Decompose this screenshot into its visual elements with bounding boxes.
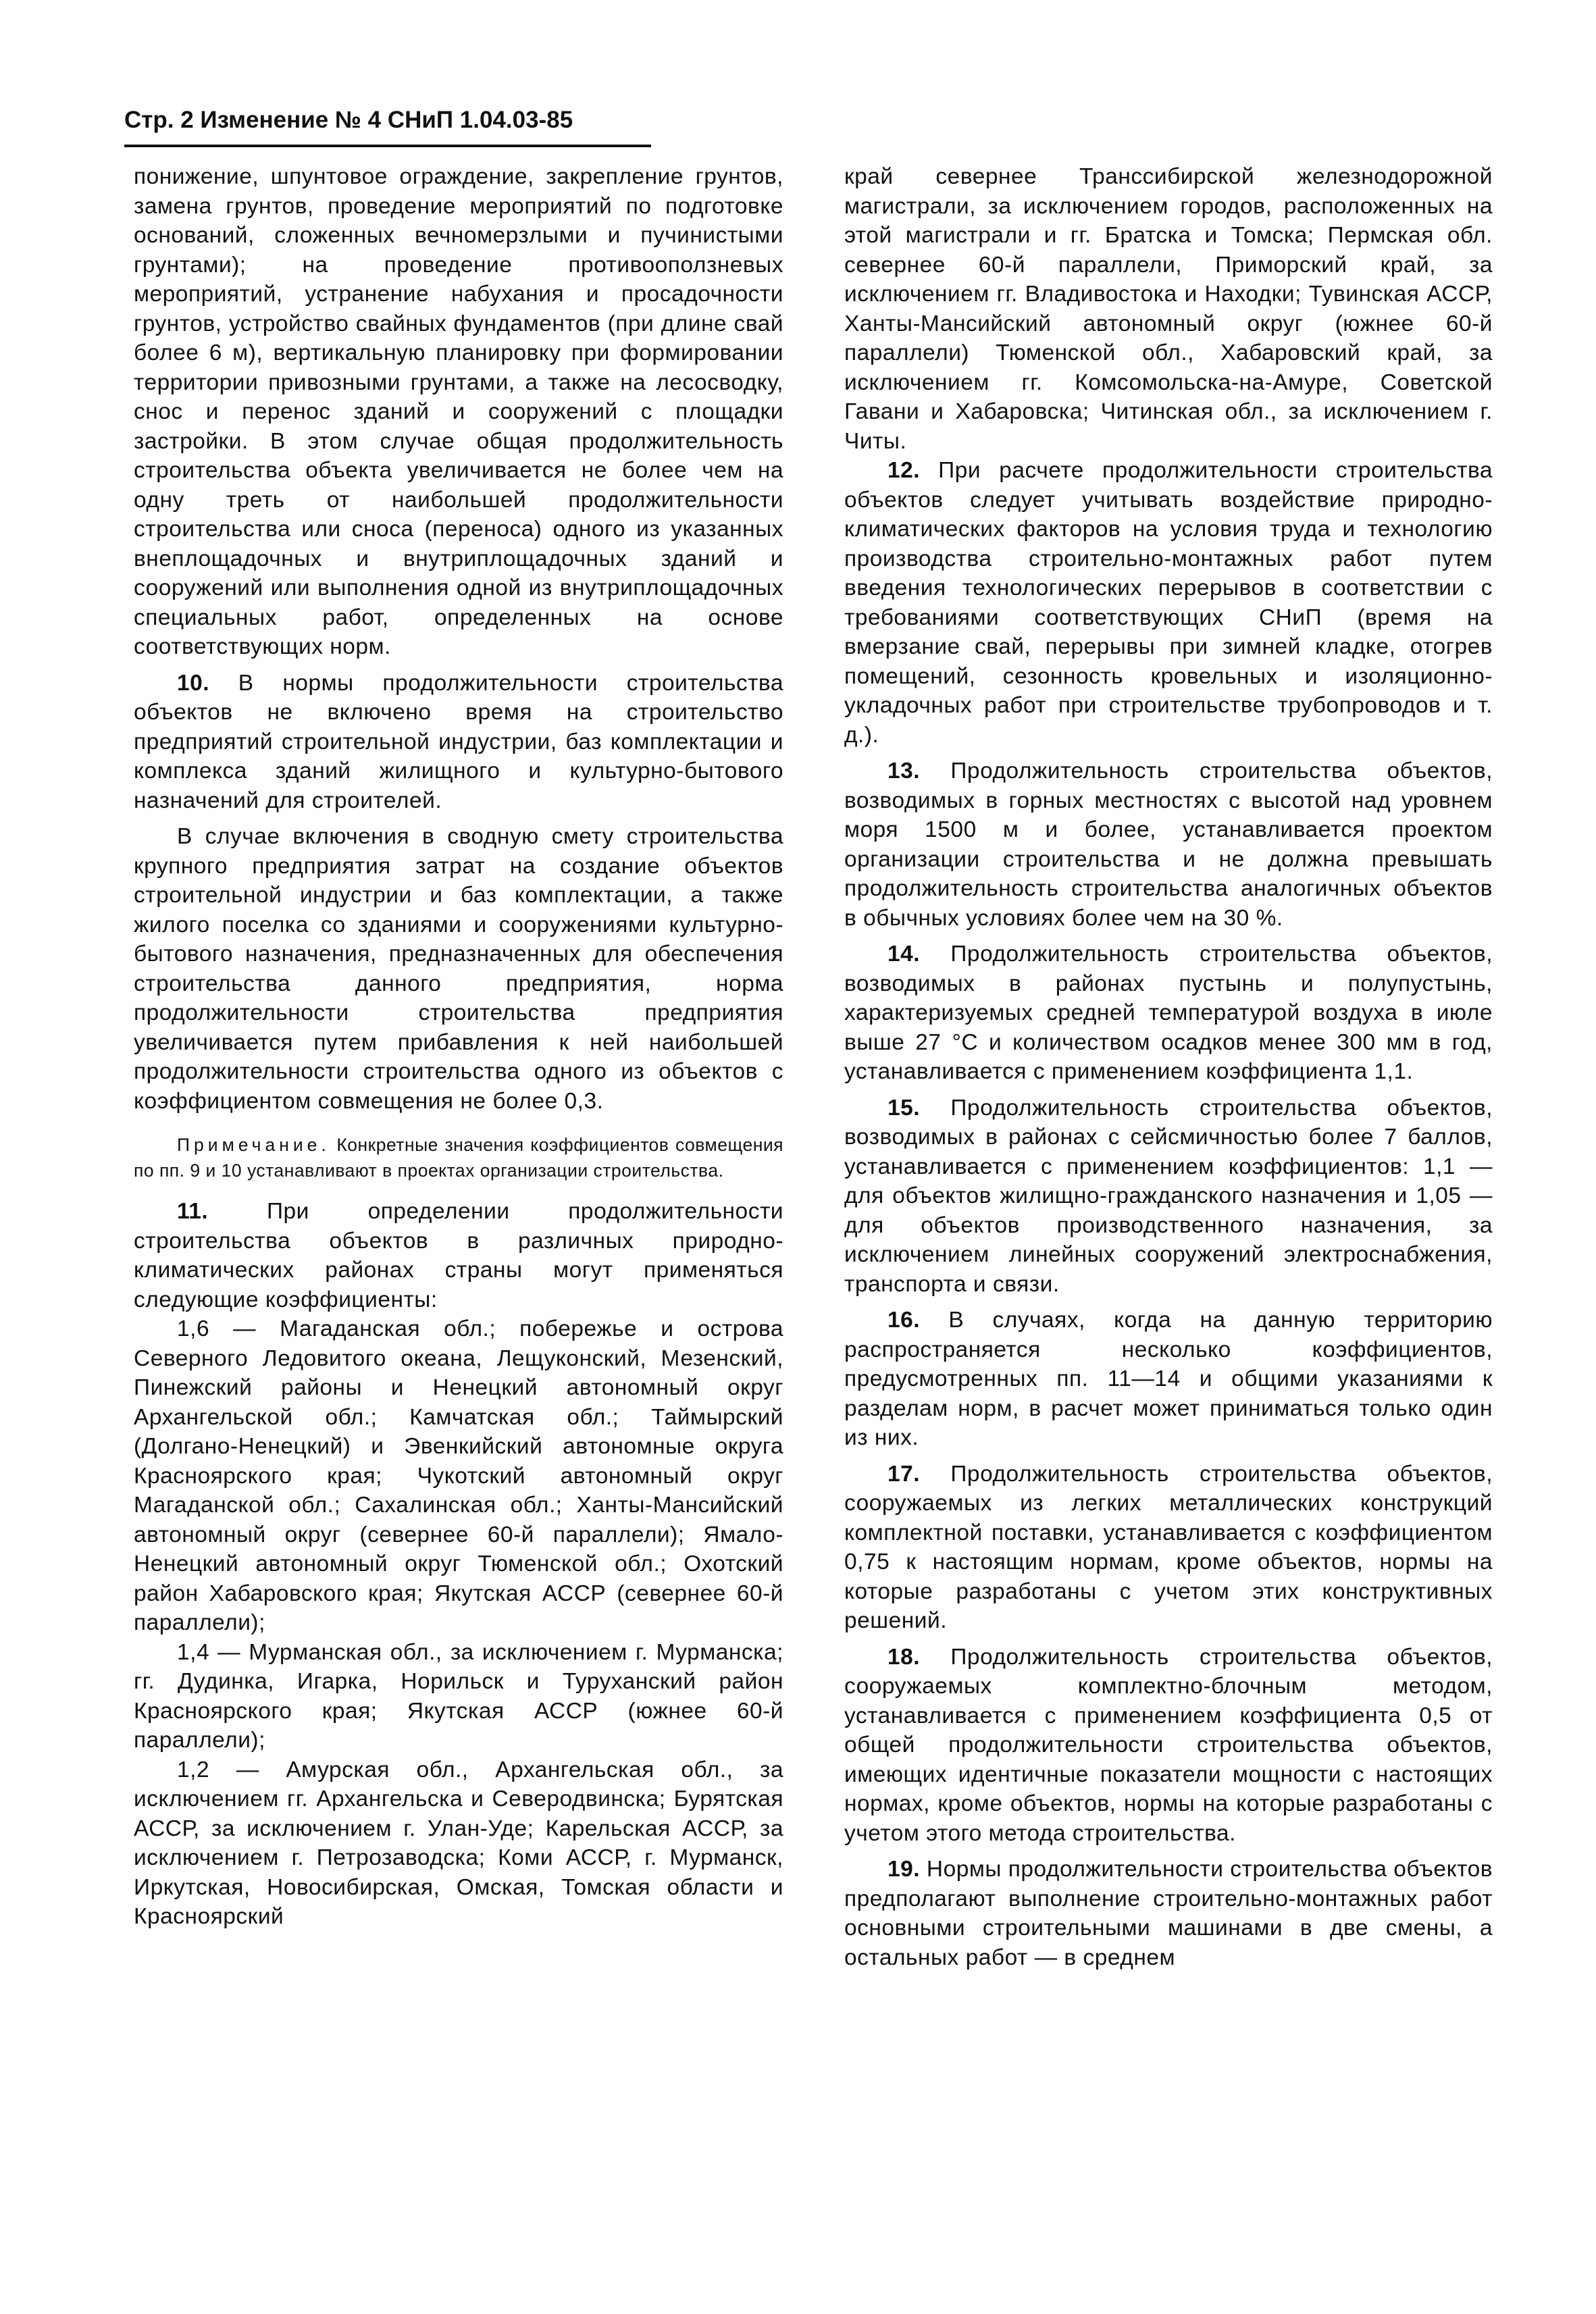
clause-11 <box>134 1197 783 1314</box>
clause-17-text: Продолжительность строительства объектов, сооружаемых из легких металлических конструкций комплектной поставки, устанавливается с коэффициентом 0,75 к настоящим нормам, кроме объектов, нормы на которые разработаны с учетом этих конструктивных решений. <box>844 1461 1493 1633</box>
clause-15-text: Продолжительность строительства объектов, возводимых в районах с сейсмичностью более 7 баллов, устанавливается с применением коэффициентов: 1,1 — для объектов жилищно-гражданского назначения и 1,05 — для объектов производственного назначения, за исключением линейных сооружений электроснабжения, транспорта и связи. <box>844 1095 1493 1297</box>
clause-10-number: 10. <box>177 670 210 696</box>
clause-18-text: Продолжительность строительства объектов, сооружаемых комплектно-блочным методом, устанавливается с применением коэффициента 0,5 от общей продолжительности строительства объектов, имеющих идентичные показатели мощности с настоящих нормах, кроме объектов, нормы на которые разработаны с учетом этого метода строительства. <box>844 1644 1493 1846</box>
clause-19 <box>844 1855 1493 1972</box>
clause-17 <box>844 1460 1493 1636</box>
clause-10-text: В нормы продолжительности строительства объектов не включено время на строительство предприятий строительной индустрии, баз комплектации и комплекса зданий жилищного и культурно-бытового назначений для строителей. <box>134 670 783 813</box>
clause-11-number: 11. <box>177 1199 209 1224</box>
coefficient-1-4: 1,4 — Мурманская обл., за исключением г. Мурманска; гг. Дудинка, Игарка, Норильск и Туруханский район Красноярского края; Якутская АССР (южнее 60-й параллели); <box>134 1639 783 1753</box>
clause-14-text: Продолжительность строительства объектов, возводимых в районах пустынь и полупустынь, характеризуемых средней температурой воздуха в июле выше 27 °С и количеством осадков менее 300 мм в год, устанавливается с применением коэффициента 1,1. <box>844 942 1493 1084</box>
clause-19-number: 19. <box>887 1857 921 1882</box>
note <box>134 1132 783 1183</box>
clause-17-number: 17. <box>887 1461 921 1487</box>
clause-15-number: 15. <box>887 1095 921 1121</box>
coefficient-1-2-continuation: край севернее Транссибирской железнодорожной магистрали, за исключением городов, расположенных на этой магистрали и гг. Братска и Томска; Пермская обл. севернее 60-й параллели, Приморский край, за исключением гг. Владивостока и Находки; Тувинская АССР, Ханты-Мансийский автономный округ (южнее 60-й параллели) Тюменской обл., Хабаровский край, за исключением гг. Комсомольска-на-Амуре, Советской Гавани и Хабаровска; Читинская обл., за исключением г. Читы. <box>844 164 1493 454</box>
clause-16-text: В случаях, когда на данную территорию распространяется несколько коэффициентов, предусмотренных пп. 11—14 и общими указаниями к разделам норм, в расчет может приниматься только один из них. <box>844 1308 1493 1450</box>
clause-13-text: Продолжительность строительства объектов, возводимых в горных местностях с высотой над уровнем моря 1500 м и более, устанавливается проектом организации строительства и не должна превышать продолжительность строительства аналогичных объектов в обычных условиях более чем на 30 %. <box>844 759 1493 931</box>
clause-18-number: 18. <box>887 1644 921 1670</box>
right-column <box>844 162 1493 1972</box>
left-column <box>134 162 783 1932</box>
paragraph-continuation: понижение, шпунтовое ограждение, закрепление грунтов, замена грунтов, проведение мероприятий по подготовке оснований, сложенных вечномерзлыми и пучинистыми грунтами); на проведение противооползневых мероприятий, устранение набухания и просадочности грунтов, устройство свайных фундаментов (при длине свай более 6 м), вертикальную планировку при формировании территории привозными грунтами, а также на лесосводку, снос и перенос зданий и сооружений с площадки застройки. В этом случае общая продолжительность строительства объекта увеличивается не более чем на одну треть от наибольшей продолжительности строительства или сноса (переноса) одного из указанных внеплощадочных и внутриплощадочных зданий и сооружений или выполнения одной из внутриплощадочных специальных работ, определенных на основе соответствующих норм. <box>134 164 783 659</box>
clause-18 <box>844 1643 1493 1849</box>
clause-14 <box>844 940 1493 1087</box>
clause-13-number: 13. <box>887 759 921 783</box>
header-rule <box>124 145 651 147</box>
coefficient-1-2: 1,2 — Амурская обл., Архангельская обл., за исключением гг. Архангельска и Северодвинска; Бурятская АССР, за исключением г. Улан-Уде; Карельская АССР, за исключением г. Петрозаводска; Коми АССР, г. Мурманск, Иркутская, Новосибирская, Омская, Томская области и Красноярский <box>134 1757 783 1929</box>
note-label: Примечание. <box>177 1135 330 1155</box>
clause-10-second-paragraph: В случае включения в сводную смету строительства крупного предприятия затрат на создание объектов строительной индустрии и баз комплектации, а также жилого поселка со зданиями и сооружениями культурно-бытового назначения, предназначенных для обеспечения строительства данного предприятия, норма продолжительности строительства предприятия увеличивается путем прибавления к ней наибольшей продолжительности строительства одного из объектов с коэффициентом совмещения не более 0,3. <box>134 824 783 1114</box>
page-header: Стр. 2 Изменение № 4 СНиП 1.04.03-85 <box>124 107 573 133</box>
clause-16 <box>844 1306 1493 1453</box>
clause-14-number: 14. <box>887 942 921 967</box>
clause-12-number: 12. <box>887 458 921 483</box>
clause-10 <box>134 669 783 816</box>
coefficient-1-6: 1,6 — Магаданская обл.; побережье и острова Северного Ледовитого океана, Лещуконский, Мезенский, Пинежский районы и Ненецкий автономный округ Архангельской обл.; Камчатская обл.; Таймырский (Долгано-Ненецкий) и Эвенкийский автономные округа Красноярского края; Чукотский автономный округ Магаданской обл.; Сахалинская обл.; Ханты-Мансийский автономный округ (севернее 60-й параллели); Ямало-Ненецкий автономный округ Тюменской обл.; Охотский район Хабаровского края; Якутская АССР (севернее 60-й параллели); <box>134 1316 783 1635</box>
clause-11-text: При определении продолжительности строительства объектов в различных природно-климатических районах страны могут применяться следующие коэффициенты: <box>134 1199 783 1312</box>
clause-19-text: Нормы продолжительности строительства объектов предполагают выполнение строительно-монтажных работ основными строительными машинами в две смены, а остальных работ — в среднем <box>844 1857 1493 1970</box>
clause-12 <box>844 456 1493 750</box>
note-text: Конкретные значения коэффициентов совмещения по пп. 9 и 10 устанавливают в проектах организации строительства. <box>134 1135 783 1181</box>
clause-15 <box>844 1094 1493 1300</box>
clause-16-number: 16. <box>887 1308 921 1333</box>
clause-12-text: При расчете продолжительности строительства объектов следует учитывать воздействие природно-климатических факторов на условия труда и технологию производства строительно-монтажных работ путем введения технологических перерывов в соответствии с требованиями соответствующих СНиП (время на вмерзание свай, перерывы при зимней кладке, отогрев помещений, сезонность кровельных и изоляционно-укладочных работ при строительстве трубопроводов и т. д.). <box>844 458 1493 748</box>
clause-13 <box>844 756 1493 933</box>
